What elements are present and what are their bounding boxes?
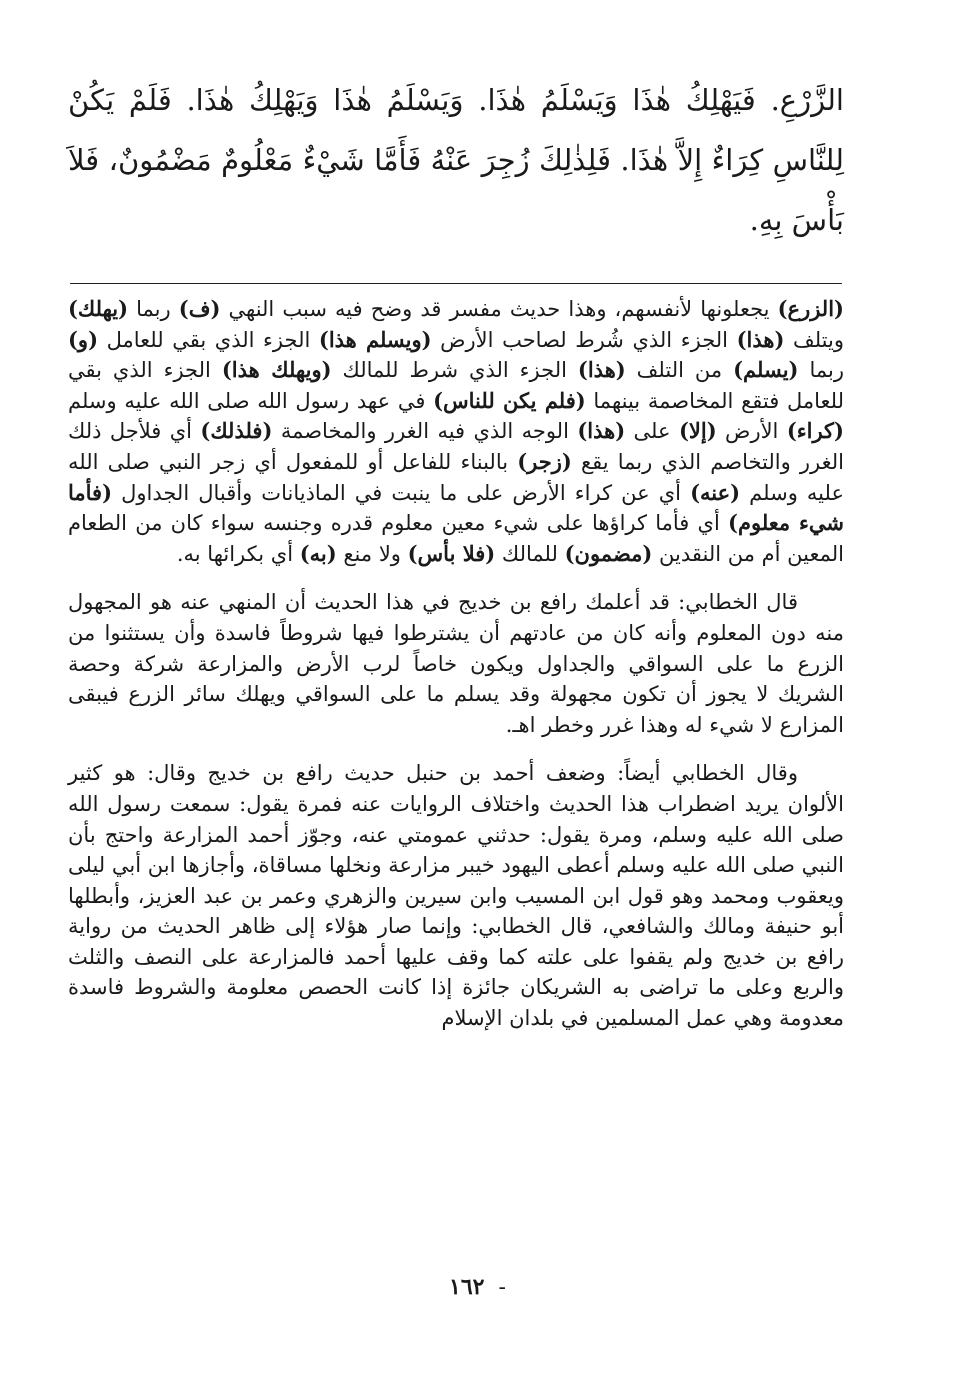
lemma: (إلا): [678, 418, 717, 444]
commentary-text: على: [625, 419, 679, 444]
lemma: (هذا): [577, 357, 626, 383]
khattabi-paragraph-2: وقال الخطابي أيضاً: وضعف أحمد بن حنبل حديث رافع بن خديج وقال: هو كثير الألوان يريد اضطراب هذا الحديث واختلاف الروايات عنه فمرة يقول: سمعت رسول الله صلى الله عليه وسلم، ومرة يقول: حدثني عمومتي عنه، وجوّز أحمد المزارعة واحتج بأن النبي صلى الله عليه وسلم أعطى اليهود خيبر مزارعة ونخلها مساقاة، وأجازها ابن أبي ليلى ويعقوب ومحمد وهو قول ابن المسيب وابن سيرين والزهري وعمر بن عبد العزيز، وأبطلها أبو حنيفة ومالك والشافعي، قال الخطابي: وإنما صار هؤلاء إلى ظاهر الحديث من رواية رافع بن خديج ولم يقفوا على علته كما وقف عليها أحمد فالمزارعة على النصف والثلث والربع وعلى ما تراضى به الشريكان جائزة إذا كانت الحصص معلومة والشروط فاسدة معدومة وهي عمل المسلمين في بلدان الإسلام: [68, 761, 844, 1031]
footer-mark: -: [498, 1275, 506, 1300]
page-footer: [0, 1274, 955, 1300]
page-number: ١٦٢: [449, 1274, 485, 1300]
commentary-text: الأرض: [716, 419, 787, 444]
lemma: (فأما شيء معلوم): [68, 479, 845, 536]
commentary-text: الجزء الذي شرط للمالك: [331, 358, 578, 383]
commentary-text: ويتلف: [784, 327, 844, 352]
commentary-text: أي فأما كراؤها على شيء معين معلوم قدره وجنسه سواء كان من الطعام المعين أم من النقدين: [68, 511, 844, 566]
lemma: (فلا بأس): [407, 540, 496, 566]
commentary-text: للمالك: [495, 541, 565, 566]
commentary-text: ولا منع: [336, 541, 408, 566]
khattabi-paragraph-1: قال الخطابي: قد أعلمك رافع بن خديج في هذا الحديث أن المنهي عنه هو المجهول منه دون المعلوم وأنه كان من عادتهم أن يشترطوا فيها شروطاً فاسدة وأن يستثنوا من الزرع ما على السواقي والجداول ويكون خاصاً لرب الأرض والمزارعة شركة وحصة الشريك لا يجوز أن تكون مجهولة وقد يسلم ما على السواقي ويهلك سائر الزرع فيبقى المزارع لا شيء له وهذا غرر وخطر اهـ.: [68, 590, 844, 737]
commentary-text: ربما: [798, 358, 844, 383]
lemma: (مضمون): [564, 540, 653, 566]
commentary-text: الجزء الذي شُرط لصاحب الأرض: [431, 327, 737, 352]
lemma: (و): [68, 326, 99, 352]
lemma: (فلم يكن للناس): [433, 387, 586, 413]
lemma: (به): [299, 540, 337, 566]
lemma: (كراء): [786, 418, 844, 444]
page-body: [68, 70, 844, 1034]
commentary-text: من التلف: [625, 358, 734, 383]
lemma: (يسلم): [733, 357, 799, 383]
commentary-text: الجزء الذي بقي للعامل: [98, 327, 319, 352]
commentary-text: أي فلأجل ذلك الغرر والتخاصم الذي ربما يقع: [68, 419, 844, 474]
commentary-text: الوجه الذي فيه الغرر والمخاصمة: [272, 419, 578, 444]
lemma: (ويسلم هذا): [318, 326, 432, 352]
commentary-text: في عهد رسول الله صلى الله عليه وسلم: [68, 388, 434, 413]
lemma: (يهلك): [68, 296, 129, 321]
commentary-text: ربما: [128, 297, 179, 321]
commentary-text: أي بكرائها به.: [176, 541, 300, 566]
hadith-text: الزَّرْعِ. فَيَهْلِكُ هٰذَا وَيَسْلَمُ هٰذَا. وَيَسْلَمُ هٰذَا وَيَهْلِكُ هٰذَا. فَلَمْ يَكُنْ لِلنَّاسِ كِرَاءٌ إِلاَّ هٰذَا. فَلِذٰلِكَ زُجِرَ عَنْهُ فَأَمَّا شَيْءٌ مَعْلُومٌ مَضْمُونٌ، فَلاَ بَأْسَ بِهِ.: [68, 83, 844, 237]
lemma: (ويهلك هذا): [221, 357, 332, 383]
lemma: (هذا): [736, 326, 785, 352]
commentary-paragraph: [68, 294, 844, 569]
commentary-text: بالبناء للفاعل أو للمفعول أي زجر النبي صلى الله عليه وسلم: [68, 449, 845, 505]
footnote-divider: [70, 283, 842, 284]
lemma: (ف): [178, 296, 221, 321]
lemma: (هذا): [577, 418, 626, 444]
commentary-text: يجعلونها لأنفسهم، وهذا حديث مفسر قد وضح فيه سبب النهي: [220, 297, 778, 321]
lemma: (فلذلك): [200, 418, 273, 444]
lemma: (زجر): [517, 448, 572, 474]
lemma: (عنه): [690, 479, 741, 505]
commentary-text: أي عن كراء الأرض على ما ينبت في الماذيانات وأقبال الجداول: [112, 480, 691, 505]
lemma: (الزرع): [777, 296, 844, 321]
commentary-text: الجزء الذي بقي للعامل فتقع المخاصمة بينهما: [68, 358, 844, 413]
